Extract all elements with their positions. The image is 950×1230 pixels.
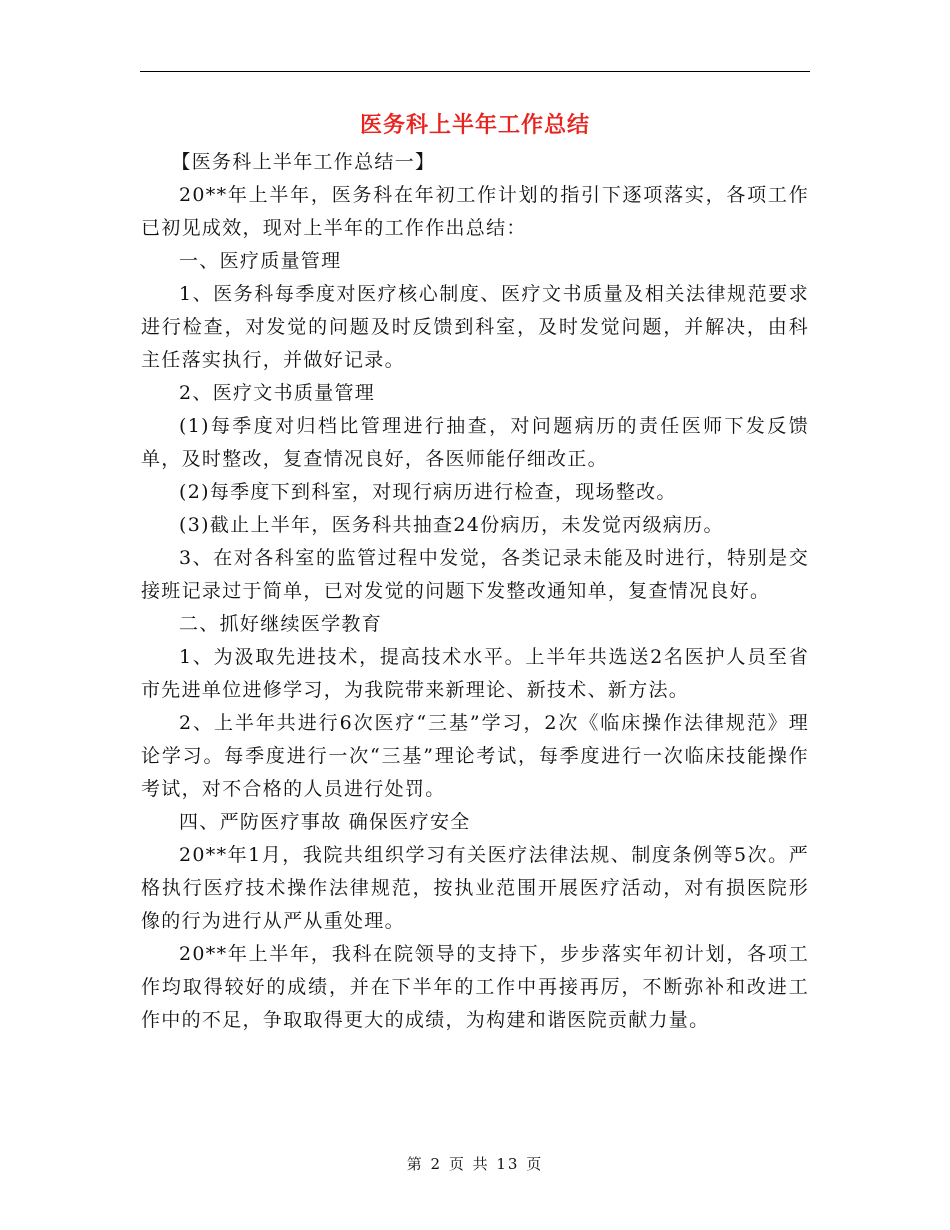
heading-medical-safety: 四、严防医疗事故 确保医疗安全 <box>179 811 471 833</box>
document-title: 医务科上半年工作总结 <box>359 112 590 138</box>
paragraph-conclusion: 20**年上半年，我科在院领导的支持下，步步落实年初计划，各项工作均取得较好的成绩，并在下半年的工作中再接再厉，不断弥补和改进工作中的不足，争取取得更大的成绩，为构建和谐医院贡献力量。 <box>141 943 809 1031</box>
paragraph-supervision: 3、在对各科室的监管过程中发觉，各类记录未能及时进行，特别是交接班记录过于简单，已对发觉的问题下发整改通知单，复查情况良好。 <box>141 547 809 602</box>
heading-quality-management: 一、医疗质量管理 <box>179 250 342 272</box>
paragraph-records-3: (3)截止上半年，医务科共抽查24份病历，未发觉丙级病历。 <box>179 514 724 536</box>
page-footer: 第 2 页 共 13 页 <box>406 1155 544 1173</box>
paragraph-intro: 20**年上半年，医务科在年初工作计划的指引下逐项落实，各项工作已初见成效，现对上半年的工作作出总结： <box>141 184 809 239</box>
paragraph-records-1: (1)每季度对归档比管理进行抽查，对问题病历的责任医师下发反馈单，及时整改，复查情况良好，各医师能仔细改正。 <box>141 415 809 470</box>
paragraph-education-2: 2、上半年共进行6次医疗“三基”学习，2次《临床操作法律规范》理论学习。每季度进行一次“三基”理论考试，每季度进行一次临床技能操作考试，对不合格的人员进行处罚。 <box>141 712 809 800</box>
paragraph-quality-check: 1、医务科每季度对医疗核心制度、医疗文书质量及相关法律规范要求进行检查，对发觉的问题及时反馈到科室，及时发觉问题，并解决，由科主任落实执行，并做好记录。 <box>141 283 809 371</box>
paragraph-safety: 20**年1月，我院共组织学习有关医疗法律法规、制度条例等5次。严格执行医疗技术操作法律规范，按执业范围开展医疗活动，对有损医院形像的行为进行从严从重处理。 <box>141 844 809 932</box>
section-heading-1: 【医务科上半年工作总结一】 <box>171 151 436 173</box>
header-rule <box>140 71 810 72</box>
paragraph-education-1: 1、为汲取先进技术，提高技术水平。上半年共选送2名医护人员至省市先进单位进修学习，为我院带来新理论、新技术、新方法。 <box>141 646 809 701</box>
heading-records-quality: 2、医疗文书质量管理 <box>179 382 376 404</box>
paragraph-records-2: (2)每季度下到科室，对现行病历进行检查，现场整改。 <box>179 481 677 503</box>
heading-continuing-education: 二、抓好继续医学教育 <box>179 613 383 635</box>
document-body <box>141 146 809 1037</box>
